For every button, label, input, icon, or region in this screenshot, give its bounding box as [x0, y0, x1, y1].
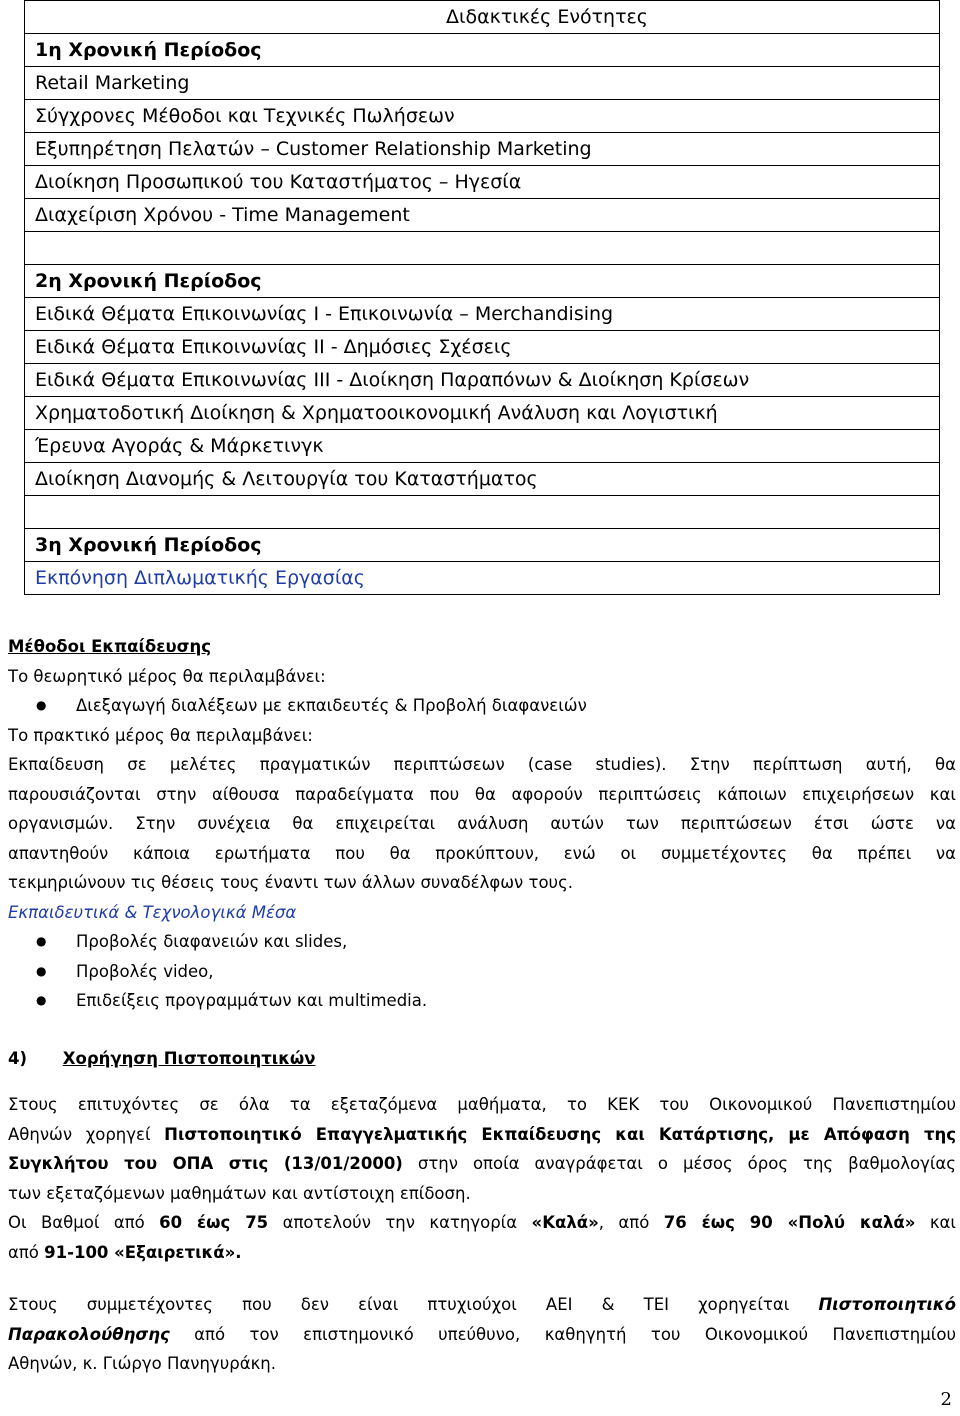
grades-text: από [8, 1242, 45, 1262]
practice-line: απαντηθούν κάποια ερωτήματα που θα προκύπτουν, ενώ οι συμμετέχοντες θα πρέπει να [8, 843, 956, 863]
methods-title: Μέθοδοι Εκπαίδευσης [8, 637, 211, 656]
grades-text: αποτελούν την κατηγορία [268, 1213, 532, 1232]
practice-line: παρουσιάζονται στην αίθουσα παραδείγματα που θα αφορούν περιπτώσεις κάποιων επιχειρήσεων και [8, 784, 956, 804]
table-row: Χρηματοδοτική Διοίκηση & Χρηματοοικονομική Ανάλυση και Λογιστική [25, 397, 940, 430]
table-row: Διαχείριση Χρόνου - Time Management [25, 199, 940, 232]
cert-line [8, 1149, 956, 1179]
attendance-line [8, 1320, 956, 1350]
grades-text: και [915, 1213, 956, 1232]
grade-range-very-good: 76 έως 90 «Πολύ καλά» [663, 1213, 916, 1232]
table-row: Εξυπηρέτηση Πελατών – Customer Relationship Marketing [25, 133, 940, 166]
period-2-title: 2η Χρονική Περίοδος [25, 265, 940, 298]
table-row: Διοίκηση Διανομής & Λειτουργία του Καταστήματος [25, 463, 940, 496]
methods-section [8, 632, 956, 1016]
practice-line: τεκμηριώνουν τις θέσεις τους έναντι των άλλων συναδέλφων τους. [8, 873, 574, 892]
theory-bullet: ● Διεξαγωγή διαλέξεων με εκπαιδευτές & Προβολή διαφανειών [8, 691, 956, 721]
table-header: Διδακτικές Ενότητες [25, 1, 940, 34]
media-title: Εκπαιδευτικά & Τεχνολογικά Μέσα [8, 902, 297, 922]
table-row: Διοίκηση Προσωπικού του Καταστήματος – Ηγεσία [25, 166, 940, 199]
section-number: 4) [8, 1049, 28, 1068]
senate-decision: Συγκλήτου του ΟΠΑ στις (13/01/2000) [8, 1154, 403, 1173]
period-1-title: 1η Χρονική Περίοδος [25, 34, 940, 67]
attendance-cert: Πιστοποιητικό [818, 1295, 956, 1314]
certificates-title: Χορήγηση Πιστοποιητικών [62, 1049, 316, 1068]
grade-range-excellent: 91-100 «Εξαιρετικά». [44, 1242, 242, 1262]
table-row: Ειδικά Θέματα Επικοινωνίας ΙΙΙ - Διοίκηση Παραπόνων & Διοίκηση Κρίσεων [25, 364, 940, 397]
table-row: Ειδικά Θέματα Επικοινωνίας Ι - Επικοινωνία – Merchandising [25, 298, 940, 331]
period-3-title: 3η Χρονική Περίοδος [25, 529, 940, 562]
table-spacer-row [25, 232, 940, 265]
table-row: Retail Marketing [25, 67, 940, 100]
cert-title-bold: Πιστοποιητικό Επαγγελματικής Εκπαίδευσης και Κατάρτισης, με Απόφαση της [164, 1124, 956, 1144]
cert-line [8, 1120, 956, 1150]
table-row: Ειδικά Θέματα Επικοινωνίας ΙΙ - Δημόσιες Σχέσεις [25, 331, 940, 364]
attendance-text: Στους συμμετέχοντες που δεν είναι πτυχιούχοι ΑΕΙ & ΤΕΙ χορηγείται [8, 1295, 819, 1314]
grades-line [8, 1238, 956, 1268]
cert-text: Αθηνών χορηγεί [8, 1124, 165, 1144]
table-row: Σύγχρονες Μέθοδοι και Τεχνικές Πωλήσεων [25, 100, 940, 133]
theory-intro: Το θεωρητικό μέρος θα περιλαμβάνει: [8, 666, 326, 686]
table-spacer-row [25, 496, 940, 529]
grades-text: , από [598, 1213, 664, 1232]
paragraph-gap [8, 1267, 956, 1290]
certificates-title-line [8, 1044, 956, 1074]
practice-intro: Το πρακτικό μέρος θα περιλαμβάνει: [8, 725, 313, 745]
certificates-body [8, 1090, 956, 1379]
table-row: Έρευνα Αγοράς & Μάρκετινγκ [25, 430, 940, 463]
curriculum-table [24, 0, 940, 595]
page-number: 2 [940, 1389, 952, 1410]
attendance-line [8, 1290, 956, 1320]
table-row: Εκπόνηση Διπλωματικής Εργασίας [25, 562, 940, 595]
attendance-line: Αθηνών, κ. Γιώργο Πανηγυράκη. [8, 1354, 277, 1373]
media-item: ● Προβολές διαφανειών και slides, [8, 927, 956, 957]
attendance-text: από τον επιστημονικό υπεύθυνο, καθηγητή του Οικονομικού Πανεπιστημίου [169, 1324, 956, 1344]
grades-text: Οι Βαθμοί από [8, 1213, 160, 1232]
cert-line: Στους επιτυχόντες σε όλα τα εξεταζόμενα μαθήματα, το ΚΕΚ του Οικονομικού Πανεπιστημίου [8, 1095, 956, 1114]
grades-line [8, 1208, 956, 1238]
attendance-cert: Παρακολούθησης [8, 1324, 170, 1344]
certificates-heading [8, 1044, 956, 1074]
practice-line: Εκπαίδευση σε μελέτες πραγματικών περιπτώσεων (case studies). Στην περίπτωση αυτή, θα [8, 755, 956, 774]
media-item: ● Επιδείξεις προγραμμάτων και multimedia. [8, 986, 956, 1016]
cert-line: των εξεταζόμενων μαθημάτων και αντίστοιχη επίδοση. [8, 1183, 471, 1203]
practice-line: οργανισμών. Στην συνέχεια θα επιχειρείται ανάλυση αυτών των περιπτώσεων έτσι ώστε να [8, 814, 956, 833]
grade-label-good: «Καλά» [531, 1213, 599, 1232]
grade-range-good: 60 έως 75 [159, 1213, 269, 1232]
cert-text: στην οποία αναγράφεται ο μέσος όρος της βαθμολογίας [402, 1154, 956, 1173]
media-item: ● Προβολές video, [8, 957, 956, 987]
